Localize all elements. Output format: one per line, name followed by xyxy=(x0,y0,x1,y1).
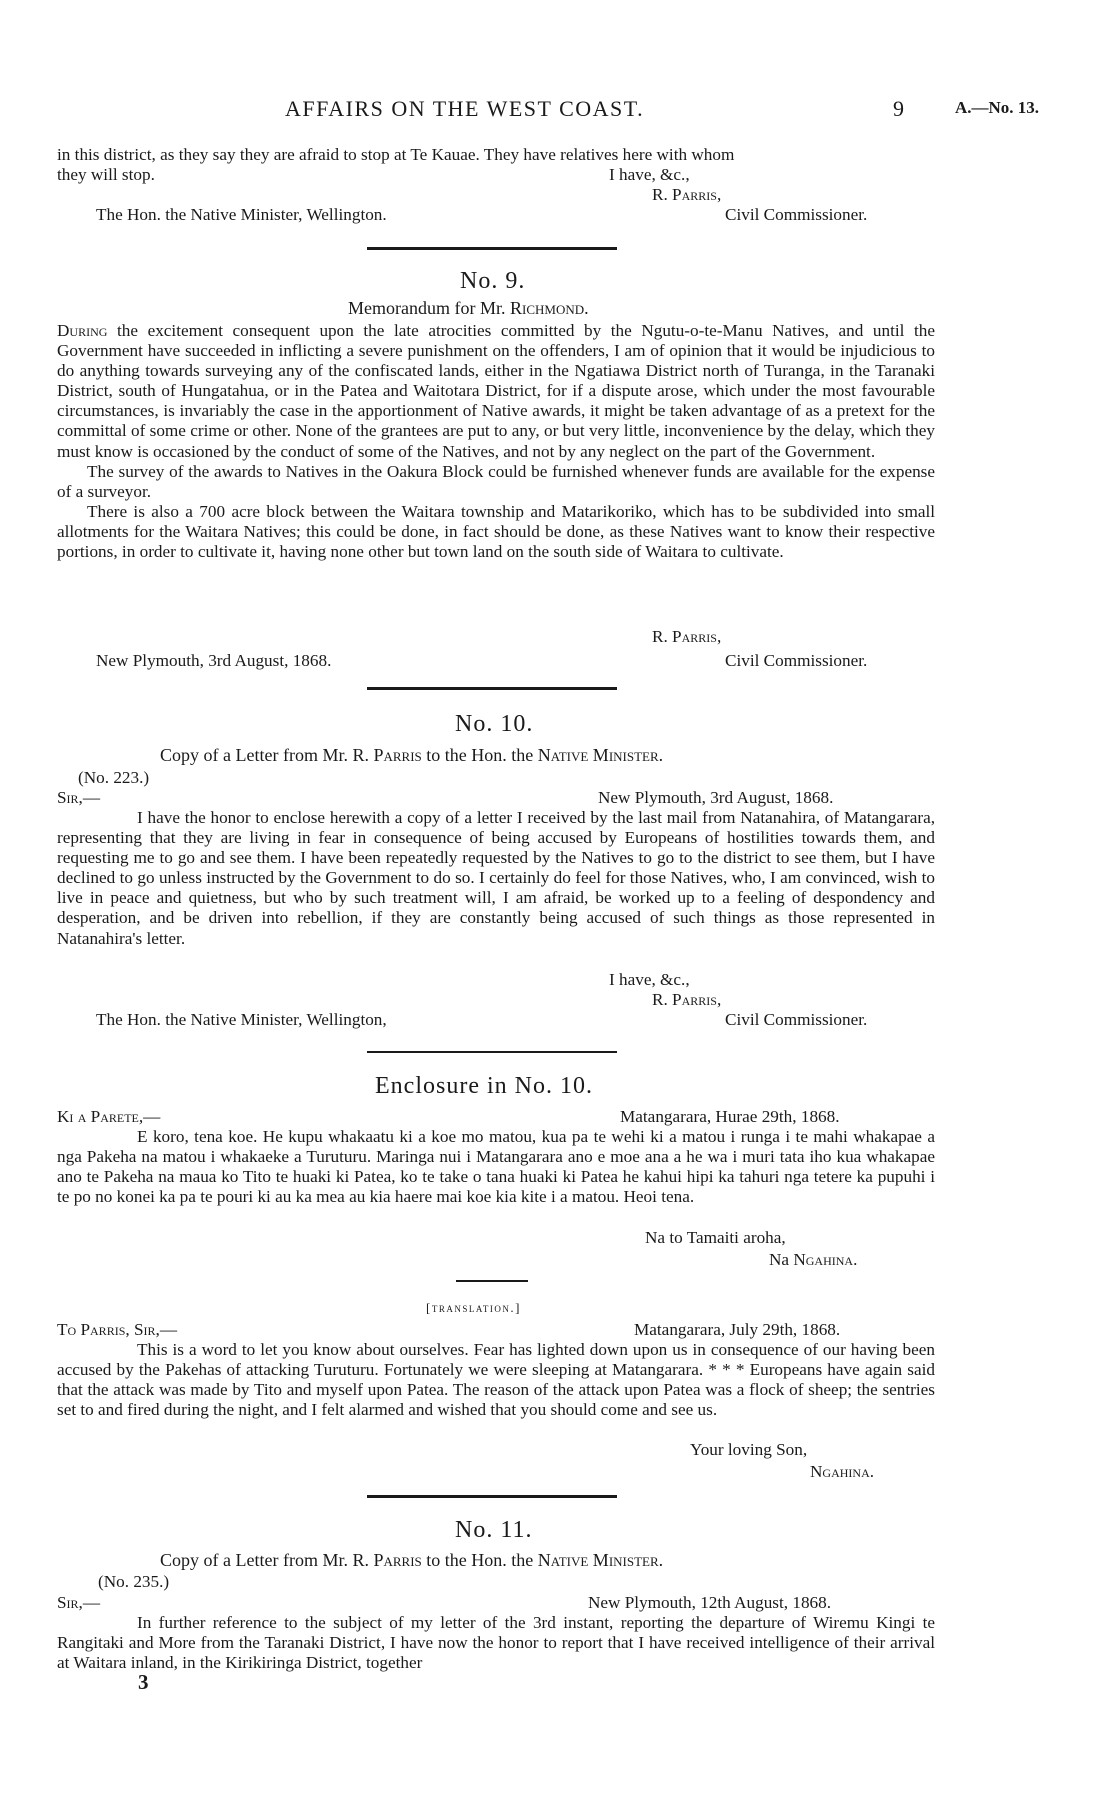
section-subtitle-no10 xyxy=(160,745,663,766)
salutation: Ki a Parete,— xyxy=(57,1107,161,1126)
enclosure-paragraph: E koro, tena koe. He kupu whakaatu ki a koe mo matou, kua pa te wehi ki a matou i runga i te mahi whakapae a nga Pakeha na matou i whakaeke a Turuturu. Maringa nui i Matangarara ano e moe ana a he wa i muri tata iho kua whakapae ano te Pakeha na maua ko Tito te huaki ki Patea, ko te take o tana huaki ki Patea he kahui hipi ka tahuri nga tetere ka pupuhi i te po no konei ka pa te pouri ki au ka mea au kia haere mai koe kia kite i a matou. Heoi tena. xyxy=(57,1127,935,1207)
place-date: New Plymouth, 3rd August, 1868. xyxy=(598,788,834,807)
section-divider xyxy=(367,687,617,690)
subtitle-mid: to the Hon. the xyxy=(426,745,534,765)
section-subtitle-no11 xyxy=(160,1550,663,1571)
section-divider xyxy=(367,1495,617,1498)
subtitle-name: Richmond. xyxy=(509,298,589,318)
section-divider xyxy=(367,247,617,250)
subtitle-to: Native Minister. xyxy=(537,745,664,765)
closing-phrase: I have, &c., xyxy=(609,165,690,184)
addressee: The Hon. the Native Minister, Wellington, xyxy=(96,1010,387,1029)
subtitle-mid: to the Hon. the xyxy=(426,1550,534,1570)
signer-role: Civil Commissioner. xyxy=(725,651,868,670)
running-header-title: AFFAIRS ON THE WEST COAST. xyxy=(285,96,645,121)
section-divider xyxy=(367,1051,617,1053)
signer xyxy=(769,1250,857,1270)
continuation-line-2: they will stop. xyxy=(57,165,155,184)
continuation-line-1: in this district, as they say they are afraid to stop at Te Kauae. They have relatives here with whom xyxy=(57,145,735,164)
subtitle-from: Parris xyxy=(373,1550,422,1570)
memorandum-body xyxy=(57,321,935,562)
translation-label: [translation.] xyxy=(426,1300,521,1315)
enclosure-body xyxy=(57,1127,935,1207)
letter-paragraph: I have the honor to enclose herewith a copy of a letter I received by the last mail from Natanahira, of Matangarara, representing that they are living in fear in consequence of being accused by Europeans of hostilities towards them, and requesting me to go and see them. I have been repeatedly requested by the Natives to go to the district to see them, but I have declined to go unless instructed by the Government to do so. I certainly do feel for those Natives, who, I am convinced, wish to live in peace and quietness, but who by such treatment will, I am afraid, be worked up to a feeling of despondency and desperation, and be driven into rebellion, if they are constantly being accused of such things as those represented in Natanahira's letter. xyxy=(57,808,935,948)
signer-prefix: Na xyxy=(769,1250,790,1269)
memo-paragraph-3: There is also a 700 acre block between the Waitara township and Matarikoriko, which has to be subdivided into small allotments for the Waitara Natives; this could be done, in fact should be done, as these Natives want to know their respective portions, in order to cultivate it, having none other but town land on the south side of Waitara to cultivate. xyxy=(57,501,935,562)
signer-role: Civil Commissioner. xyxy=(725,205,868,224)
letter-body xyxy=(57,1613,935,1673)
letter-paragraph: In further reference to the subject of my letter of the 3rd instant, reporting the departure of Wiremu Kingi te Rangitaki and More from the Taranaki District, I have now the honor to report that I have received intelligence of their arrival at Waitara inland, in the Kirikiringa District, together xyxy=(57,1613,935,1673)
place-date: Matangarara, Hurae 29th, 1868. xyxy=(620,1107,840,1126)
memo-paragraph-1-text: the excitement consequent upon the late atrocities committed by the Ngutu-o-te-Manu Natives, and until the Government have succeeded in inflicting a severe punishment on the offenders, I am of opinion that it would be injudicious to do anything towards surveying any of the confiscated lands, either in the Ngatiawa District north of Turanga, in the Taranaki District, south of Hungatahua, or in the Patea and Waitotara District, for if a dispute arose, which under the most favourable circumstances, is invariably the case in the apportionment of Native awards, it might be taken advantage of as a pretext for the committal of some crime or other. None of the grantees are put to any, or but very little, inconvenience by the delay, which they must know is occasioned by the conduct of some of the Natives, and not by any neglect on the part of the Government. xyxy=(57,321,935,461)
short-divider xyxy=(456,1280,528,1282)
salutation: Sir,— xyxy=(57,788,101,807)
section-title-no11: No. 11. xyxy=(455,1517,533,1543)
section-title-no9: No. 9. xyxy=(460,268,526,294)
closing-phrase: Na to Tamaiti aroha, xyxy=(645,1228,786,1247)
drop-word: During xyxy=(57,321,108,340)
salutation: Sir,— xyxy=(57,1593,101,1612)
place-date: New Plymouth, 12th August, 1868. xyxy=(588,1593,832,1612)
translation-body xyxy=(57,1340,935,1420)
letter-body xyxy=(57,808,935,949)
closing-phrase: I have, &c., xyxy=(609,970,690,989)
signer-role: Civil Commissioner. xyxy=(725,1010,868,1029)
subtitle-prefix: Copy of a Letter from Mr. R. xyxy=(160,1550,369,1570)
letter-number: (No. 223.) xyxy=(78,768,150,787)
translation-paragraph: This is a word to let you know about ourselves. Fear has lighted down upon us in consequence of our having been accused by the Pakehas of attacking Turuturu. Fortunately we were sleeping at Matangarara. * * * Europeans have again said that the attack was made by Tito and myself upon Patea. The reason of the attack upon Patea was a flock of sheep; the sentries set to and fired during the night, and I felt alarmed and wished that you should come and see us. xyxy=(57,1340,935,1420)
addressee: The Hon. the Native Minister, Wellington. xyxy=(96,205,387,224)
page-number: 9 xyxy=(893,96,904,121)
memo-paragraph-2: The survey of the awards to Natives in the Oakura Block could be furnished whenever funds are available for the expense of a surveyor. xyxy=(57,461,935,501)
signature-mark: 3 xyxy=(138,1670,149,1694)
document-reference: A.—No. 13. xyxy=(955,98,1040,117)
closing-phrase: Your loving Son, xyxy=(690,1440,808,1459)
subtitle-to: Native Minister. xyxy=(537,1550,664,1570)
memo-paragraph-1 xyxy=(57,321,935,462)
section-subtitle-no9 xyxy=(348,298,589,319)
section-title-no10: No. 10. xyxy=(455,711,534,737)
salutation: To Parris, Sir,— xyxy=(57,1320,178,1339)
signer: R. Parris, xyxy=(652,627,722,646)
place-date: Matangarara, July 29th, 1868. xyxy=(634,1320,841,1339)
signer: R. Parris, xyxy=(652,990,722,1009)
subtitle-from: Parris xyxy=(373,745,422,765)
signer: Ngahina. xyxy=(810,1462,875,1481)
subtitle-prefix: Memorandum for Mr. xyxy=(348,298,506,318)
signer-name: Ngahina. xyxy=(793,1250,858,1269)
enclosure-title: Enclosure in No. 10. xyxy=(375,1073,593,1099)
letter-number: (No. 235.) xyxy=(98,1572,170,1591)
signer: R. Parris, xyxy=(652,185,722,204)
place-date: New Plymouth, 3rd August, 1868. xyxy=(96,651,332,670)
subtitle-prefix: Copy of a Letter from Mr. R. xyxy=(160,745,369,765)
